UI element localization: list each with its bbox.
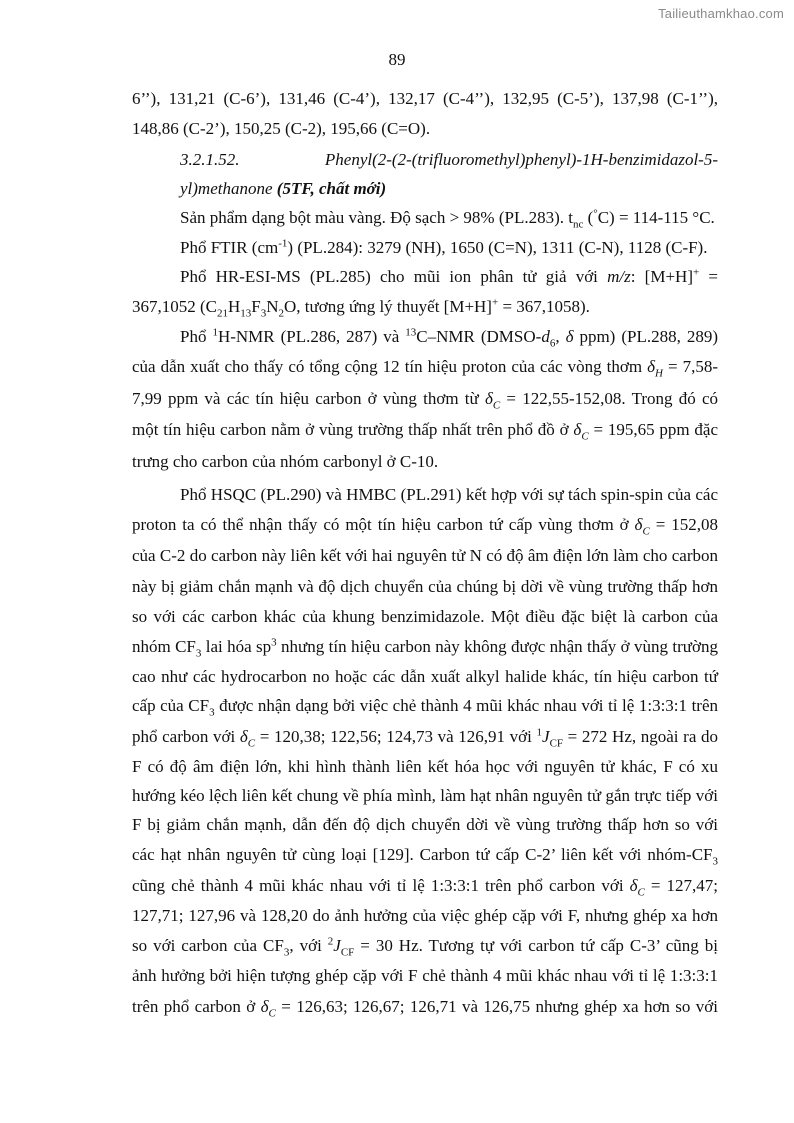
- txt: = 120,38; 122,56; 124,73 và 126,91 với: [255, 727, 537, 746]
- text-line: [132, 845, 718, 868]
- txt: H-NMR (PL.286, 287) và: [217, 327, 406, 346]
- txt-sub: nc: [572, 218, 584, 231]
- txt: = 195,65 ppm đặc: [588, 420, 719, 439]
- txt-sub: C: [642, 525, 650, 538]
- txt-italic: δ: [573, 420, 582, 439]
- txt-sup: +: [491, 296, 499, 309]
- text-line: [132, 876, 719, 899]
- txt: các hạt nhân nguyên tử cùng loại [129]. Carbon tứ cấp C-2’ liên kết với nhóm-CF: [132, 845, 713, 864]
- text-line: hướng kéo lệch liên kết chung về phía mình, làm hạt nhân nguyên tử gắn trực tiếp với: [132, 786, 718, 805]
- txt-sub: C: [637, 886, 645, 899]
- txt: , với: [289, 936, 328, 955]
- txt: so với carbon của CF: [132, 936, 284, 955]
- txt-sub: 3: [195, 647, 202, 660]
- txt: = 152,08: [649, 515, 718, 534]
- text-line: 127,71; 127,96 và 128,20 do ảnh hưởng của việc ghép cặp với F, nhưng ghép xa hơn: [132, 906, 718, 925]
- txt: trên phổ carbon ở: [132, 997, 261, 1016]
- txt-italic: J: [333, 936, 341, 955]
- text-line: Phổ HSQC (PL.290) và HMBC (PL.291) kết hợp với sự tách spin-spin của các: [180, 485, 718, 504]
- txt-sup: 2: [327, 935, 334, 948]
- txt-sub: 6: [549, 337, 556, 350]
- text-line: [132, 997, 718, 1020]
- text-line: [132, 935, 719, 959]
- txt-italic: δ: [565, 327, 574, 346]
- text-line: [180, 326, 718, 350]
- txt-sub: 3: [712, 855, 718, 868]
- txt-italic: δ: [629, 876, 638, 895]
- txt: được nhận dạng bởi việc chẻ thành 4 mũi khác nhau với tỉ lệ 1:3:3:1 trên: [214, 696, 718, 715]
- text-line: trưng cho carbon của nhóm carbonyl ở C-10.: [132, 452, 439, 471]
- txt-sub: 3: [260, 307, 267, 320]
- txt: cũng chẻ thành 4 mũi khác nhau với tỉ lệ 1:3:3:1 trên phổ carbon với: [132, 876, 630, 895]
- txt-sub: 21: [217, 307, 228, 320]
- txt: (: [583, 208, 594, 227]
- txt-sup: 1: [536, 726, 543, 739]
- txt-sup: +: [692, 266, 700, 279]
- txt: Sản phẩm dạng bột màu vàng. Độ sạch > 98% (PL.283). t: [180, 208, 573, 227]
- txt: = 127,47;: [644, 876, 719, 895]
- txt-sub: 3: [209, 706, 215, 719]
- txt-sub: C: [581, 430, 589, 443]
- txt: proton ta có thể nhận thấy có một tín hiệu carbon tứ cấp vùng thơm ở: [132, 515, 635, 534]
- text-line: [132, 357, 719, 380]
- txt-sub: 3: [283, 946, 290, 959]
- txt: C) = 114-115 °C.: [597, 208, 715, 227]
- txt: : [M+H]: [630, 267, 693, 286]
- txt-sub: C: [492, 399, 501, 412]
- txt-sub: CF: [549, 737, 564, 750]
- txt-sup: °: [593, 207, 598, 220]
- txt: C–NMR (DMSO-: [416, 327, 542, 346]
- txt: nhưng tín hiệu carbon này không được nhận thấy ở vùng trường: [276, 637, 718, 656]
- txt: phổ carbon với: [132, 727, 240, 746]
- section-heading-cont: [180, 179, 718, 199]
- heading-title: Phenyl(2-(2-(trifluoromethyl)phenyl)-1H-benzimidazol-5-: [324, 150, 718, 169]
- text-line: ảnh hưởng bởi hiện tượng ghép cặp với F chẻ thành 4 mũi khác nhau với tỉ lệ 1:3:3:1: [132, 966, 718, 985]
- txt: Phổ: [180, 327, 213, 346]
- txt: nhóm CF: [132, 637, 196, 656]
- watermark: Tailieuthamkhao.com: [658, 6, 784, 21]
- txt-sub: C: [268, 1007, 276, 1020]
- txt: = 367,1058).: [498, 297, 590, 316]
- text-line: của C-2 do carbon này liên kết với hai nguyên tử N có độ âm điện lớn làm cho carbon: [132, 546, 718, 565]
- txt-italic: m/z: [607, 267, 631, 286]
- txt-sub: 2: [278, 307, 285, 320]
- txt-sub: H: [655, 367, 663, 380]
- txt: Phổ HR-ESI-MS (PL.285) cho mũi ion phân tử giả với: [180, 267, 608, 286]
- text-line: 148,86 (C-2’), 150,25 (C-2), 195,66 (C=O).: [132, 119, 431, 138]
- txt: cấp của CF: [132, 696, 210, 715]
- txt-sup: 3: [271, 636, 277, 649]
- text-line: so với các carbon khác của khung benzimidazole. Một điều đặc biệt là carbon của: [132, 607, 718, 626]
- txt: N: [266, 297, 279, 316]
- txt: ,: [555, 327, 566, 346]
- txt-italic: δ: [647, 357, 656, 376]
- text-line: [180, 207, 718, 231]
- text-line: [132, 515, 718, 538]
- txt: của dẫn xuất cho thấy có tổng cộng 12 tín hiệu proton của các vòng thơm: [132, 357, 648, 376]
- txt-italic: δ: [484, 389, 493, 408]
- txt: một tín hiệu carbon nằm ở vùng trường thấp nhất trên phổ đồ ở: [132, 420, 574, 439]
- text-line: [132, 296, 718, 320]
- text-line: [132, 726, 719, 750]
- txt: = 30 Hz. Tương tự với carbon tứ cấp C-3’ cũng bị: [354, 936, 719, 955]
- text-line: [132, 389, 719, 412]
- text-line: [180, 238, 718, 258]
- txt: = 272 Hz, ngoài ra do: [563, 727, 719, 746]
- text-line: [132, 636, 718, 660]
- txt: F: [251, 297, 261, 316]
- heading-title-cont: yl)methanone: [180, 179, 273, 198]
- txt: = 122,55-152,08. Trong đó có: [500, 389, 719, 408]
- txt-sub: CF: [340, 946, 355, 959]
- txt-sup: 1: [212, 326, 218, 339]
- txt: = 7,58-: [662, 357, 719, 376]
- text-line: F có độ âm điện lớn, khi hình thành liên kết hóa học với nguyên tử khác, F có xu: [132, 757, 718, 776]
- txt: lai hóa sp: [201, 637, 272, 656]
- txt-italic: J: [542, 727, 550, 746]
- txt-italic: δ: [239, 727, 248, 746]
- txt-sub: C: [247, 737, 256, 750]
- txt: ) (PL.284): 3279 (NH), 1650 (C=N), 1311 (C-N), 1128 (C-F).: [287, 238, 708, 257]
- text-line: F bị giảm chắn mạnh, dẫn đến độ dịch chuyển dời về vùng trường thấp hơn so với: [132, 815, 718, 834]
- txt: = 126,63; 126,67; 126,71 và 126,75 nhưng ghép xa hơn so với: [275, 997, 718, 1016]
- text-line: 6’’), 131,21 (C-6’), 131,46 (C-4’), 132,17 (C-4’’), 132,95 (C-5’), 137,98 (C-1’’),: [132, 89, 718, 108]
- txt: 7,99 ppm và các tín hiệu carbon ở vùng thơm từ: [132, 389, 485, 408]
- txt-italic: d: [541, 327, 550, 346]
- heading-compound-label: (5TF, chất mới): [276, 179, 387, 198]
- txt-italic: δ: [634, 515, 643, 534]
- text-line: cao như các hydrocarbon no hoặc các dẫn xuất alkyl halide khác, tín hiệu carbon tứ: [132, 667, 718, 686]
- txt-sup: -1: [278, 237, 288, 250]
- txt-italic: δ: [260, 997, 269, 1016]
- text-line: [132, 696, 718, 719]
- txt: O, tương ứng lý thuyết [M+H]: [284, 297, 492, 316]
- page-number: 89: [388, 50, 406, 69]
- txt: =: [699, 267, 718, 286]
- txt-sup: 13: [405, 326, 417, 339]
- section-heading: [180, 150, 718, 170]
- txt: H: [228, 297, 241, 316]
- txt: Phổ FTIR (cm: [180, 238, 279, 257]
- txt: 367,1052 (C: [132, 297, 217, 316]
- txt: ppm) (PL.288, 289): [573, 327, 718, 346]
- text-line: này bị giảm chắn mạnh và độ dịch chuyển của chúng bị dời về vùng trường thấp hơn: [132, 577, 718, 596]
- text-line: [180, 267, 718, 287]
- txt-sub: 13: [240, 307, 252, 320]
- text-line: [132, 420, 719, 443]
- heading-number: 3.2.1.52.: [180, 150, 240, 169]
